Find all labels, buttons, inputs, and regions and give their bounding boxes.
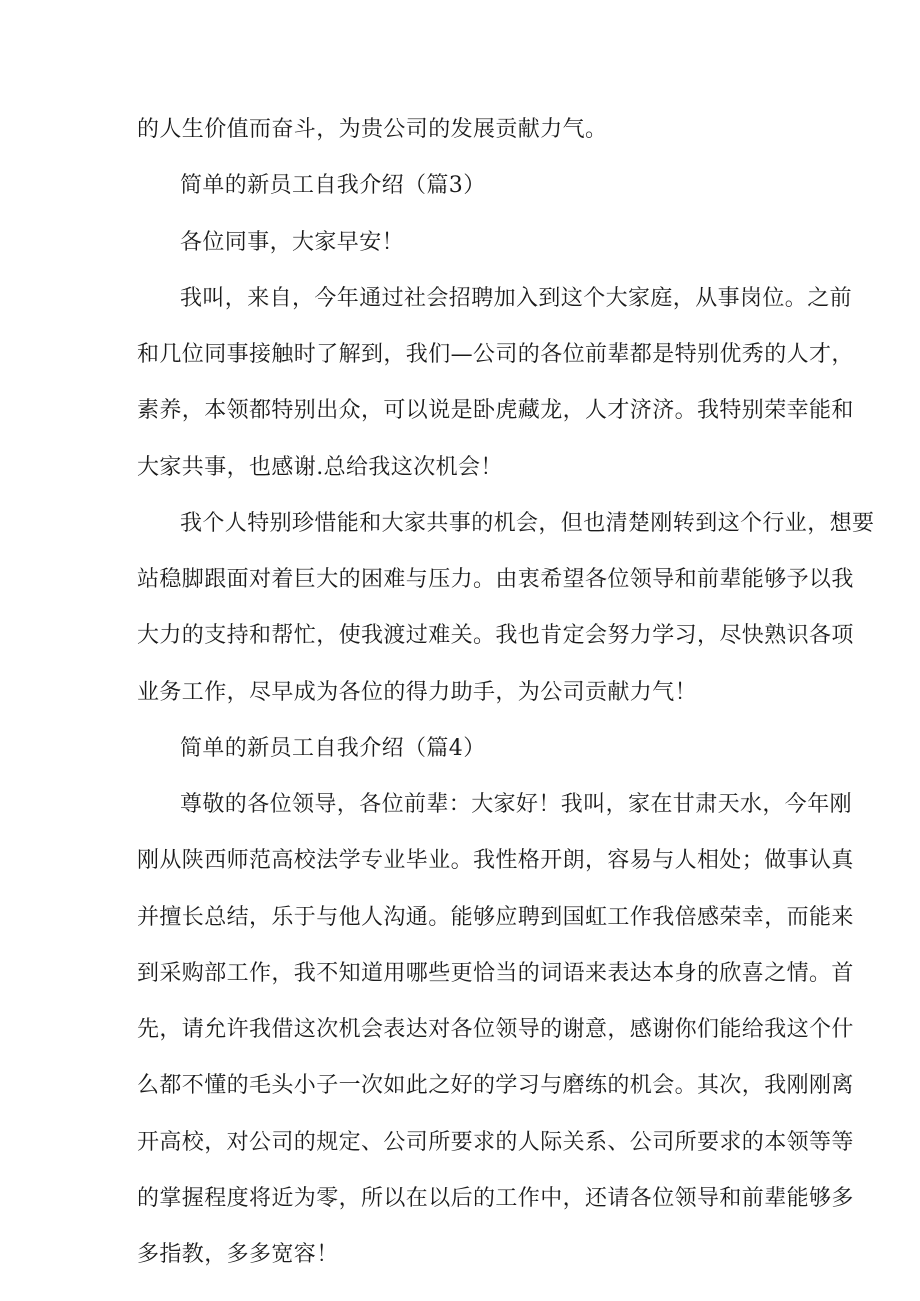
paragraph-line: 站稳脚跟面对着巨大的困难与压力。由衷希望各位领导和前辈能够予以我	[137, 567, 854, 592]
paragraph-line: 和几位同事接触时了解到，我们—公司的各位前辈都是特别优秀的人才，	[137, 342, 854, 367]
paragraph-line: 么都不懂的毛头小子一次如此之好的学习与磨练的机会。其次，我刚刚离	[137, 1073, 854, 1098]
paragraph-line: 业务工作，尽早成为各位的得力助手，为公司贡献力气！	[137, 680, 698, 705]
paragraph-line: 我个人特别珍惜能和大家共事的机会，但也清楚刚转到这个行业，想要	[180, 511, 875, 536]
paragraph-line: 素养，本领都特别出众，可以说是卧虎藏龙，人才济济。我特别荣幸能和	[137, 398, 854, 423]
greeting-line: 各位同事，大家早安！	[180, 230, 405, 255]
paragraph-line: 的掌握程度将近为零，所以在以后的工作中，还请各位领导和前辈能够多	[137, 1186, 854, 1211]
paragraph-line: 到采购部工作，我不知道用哪些更恰当的词语来表达本身的欣喜之情。首	[137, 961, 854, 986]
paragraph-line: 刚从陕西师范高校法学专业毕业。我性格开朗，容易与人相处；做事认真	[137, 848, 854, 873]
paragraph-line: 尊敬的各位领导，各位前辈：大家好！我叫，家在甘肃天水，今年刚	[180, 792, 853, 817]
section-heading-3: 简单的新员工自我介绍（篇3）	[180, 173, 486, 198]
section-heading-4: 简单的新员工自我介绍（篇4）	[180, 736, 486, 761]
paragraph-line: 先，请允许我借这次机会表达对各位领导的谢意，感谢你们能给我这个什	[137, 1017, 854, 1042]
paragraph-line: 并擅长总结，乐于与他人沟通。能够应聘到国虹工作我倍感荣幸，而能来	[137, 905, 854, 930]
paragraph-end-line: 的人生价值而奋斗，为贵公司的发展贡献力气。	[137, 117, 608, 142]
paragraph-line: 开高校，对公司的规定、公司所要求的人际关系、公司所要求的本领等等	[137, 1130, 854, 1155]
paragraph-line-last: 多指教，多多宽容！	[137, 1242, 339, 1267]
paragraph-line: 大家共事，也感谢.总给我这次机会！	[137, 455, 503, 480]
paragraph-line: 我叫，来自，今年通过社会招聘加入到这个大家庭，从事岗位。之前	[180, 286, 853, 311]
paragraph-line: 大力的支持和帮忙，使我渡过难关。我也肯定会努力学习，尽快熟识各项	[137, 623, 854, 648]
